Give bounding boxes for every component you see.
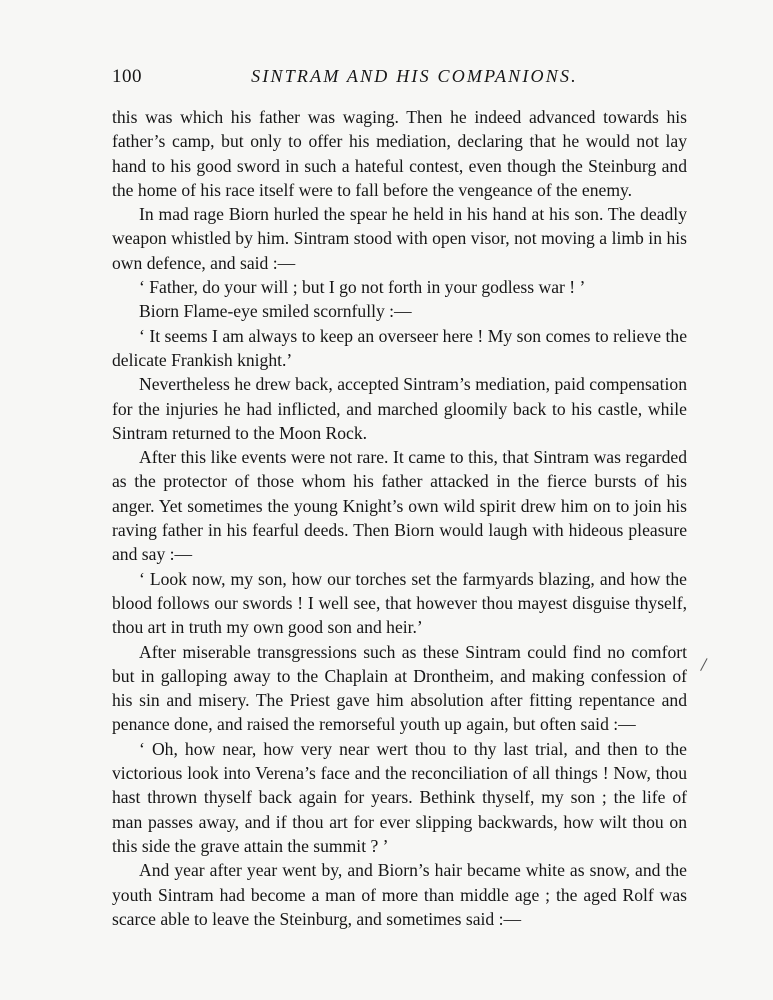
paragraph-1: this was which his father was waging. Then he indeed advanced towards his father’s camp, but only to offer his mediation, declaring that he would not lay hand to his good sword in such a hateful contest, even though the Steinburg and the home of his race itself were to fall before the vengeance of the enemy. <box>112 107 687 200</box>
paragraph-5: ‘ It seems I am always to keep an overseer here ! My son comes to relieve the delicate Frankish knight.’ <box>112 325 687 370</box>
paragraph-3: ‘ Father, do your will ; but I go not forth in your godless war ! ’ <box>139 277 586 298</box>
paragraph-2: In mad rage Biorn hurled the spear he held in his hand at his son. The deadly weapon whistled by him. Sintram stood with open visor, not moving a limb in his own defence, and said :— <box>112 204 687 273</box>
margin-pencil-mark <box>700 658 713 674</box>
paragraph-9: After miserable transgressions such as these Sintram could find no comfort but in galloping away to the Chaplain at Drontheim, and making confession of his sin and misery. The Priest gave him absolution after fitting repentance and penance done, and raised the remorseful youth up again, but often said :— <box>112 641 687 735</box>
page-number: 100 <box>112 66 142 87</box>
paragraph-8: ‘ Look now, my son, how our torches set the farmyards blazing, and how the blood follows our swords ! I well see, that however thou mayest disguise thyself, thou art in truth my own good son and heir.’ <box>112 568 687 638</box>
paragraph-4: Biorn Flame-eye smiled scornfully :— <box>139 301 412 322</box>
body-text <box>112 105 687 931</box>
paragraph-6: Nevertheless he drew back, accepted Sintram’s mediation, paid compensation for the injuries he had inflicted, and marched gloomily back to his castle, while Sintram returned to the Moon Rock. <box>112 374 687 443</box>
paragraph-10: ‘ Oh, how near, how very near wert thou to thy last trial, and then to the victorious look into Verena’s face and the reconciliation of all things ! Now, thou hast thrown thyself back again for years. Bethink thyself, my son ; the life of man passes away, and if thou art for ever slipping backwards, how wilt thou on this side the grave attain the summit ? ’ <box>112 738 687 856</box>
paragraph-7: After this like events were not rare. It came to this, that Sintram was regarded as the protector of those whom his father attacked in the fierce bursts of his anger. Yet sometimes the young Knight’s own wild spirit drew him on to join his raving father in his fearful deeds. Then Biorn would laugh with hideous pleasure and say :— <box>112 447 687 565</box>
running-title: SINTRAM AND HIS COMPANIONS. <box>251 66 578 86</box>
running-head <box>112 66 687 96</box>
paragraph-11: And year after year went by, and Biorn’s hair became white as snow, and the youth Sintram had become a man of more than middle age ; the aged Rolf was scarce able to leave the Steinburg, and sometimes said :— <box>112 860 687 929</box>
